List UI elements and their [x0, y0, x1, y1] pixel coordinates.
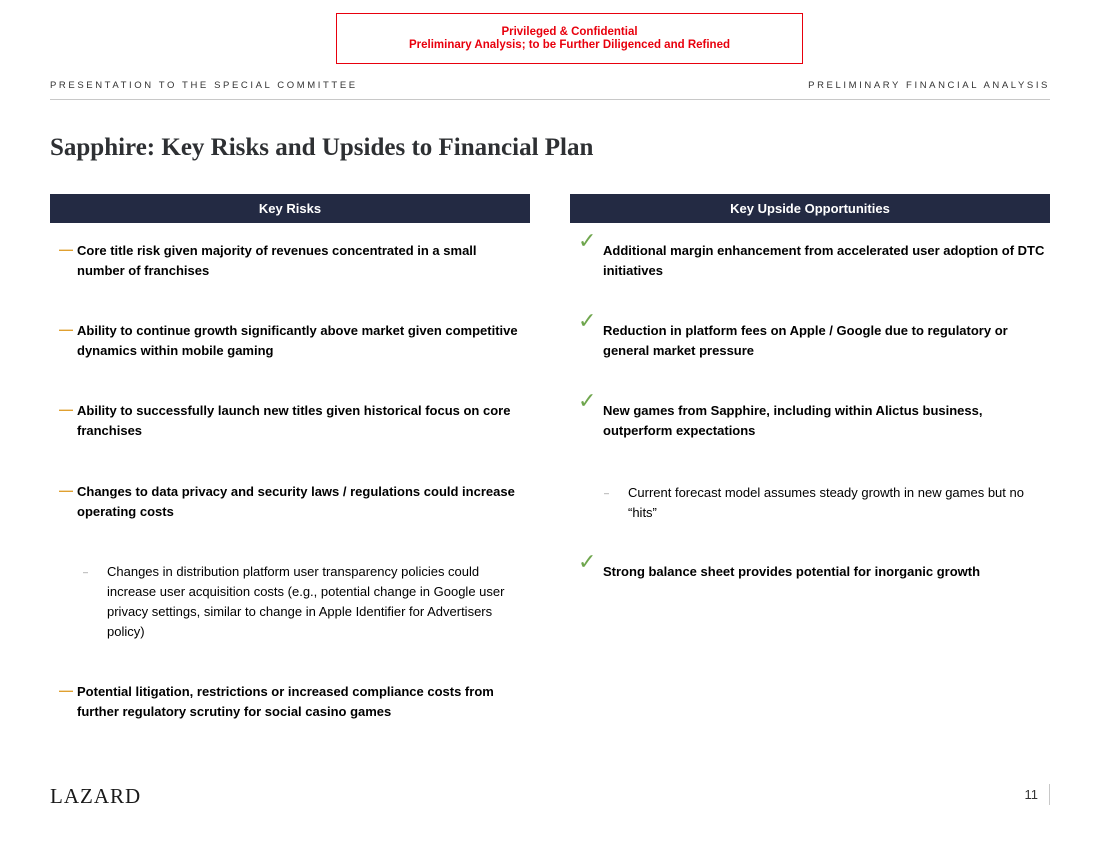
page-number: 11: [1024, 787, 1038, 802]
dash-icon: —: [59, 241, 73, 257]
risk-text: Ability to continue growth significantly above market given competitive dynamics within mobile gaming: [77, 323, 518, 358]
dash-icon: —: [59, 482, 73, 498]
risk-item: [59, 482, 527, 522]
upside-item: [578, 388, 1050, 441]
risk-text: Core title risk given majority of revenues concentrated in a small number of franchises: [77, 243, 477, 278]
header-divider: [50, 99, 1050, 100]
risk-text: Changes to data privacy and security laws / regulations could increase operating costs: [77, 484, 515, 519]
upsides-column-header: Key Upside Opportunities: [570, 194, 1050, 223]
risk-text: Potential litigation, restrictions or increased compliance costs from further regulatory scrutiny for social casino games: [77, 684, 494, 719]
upside-item: [578, 308, 1050, 361]
dash-icon: —: [59, 682, 73, 698]
check-icon: ✓: [578, 388, 597, 413]
header-presentation-label: PRESENTATION TO THE SPECIAL COMMITTEE: [50, 80, 358, 91]
risk-text: Ability to successfully launch new titles given historical focus on core franchises: [77, 403, 511, 438]
lazard-logo: LAZARD: [50, 784, 142, 808]
header-section-label: PRELIMINARY FINANCIAL ANALYSIS: [808, 80, 1050, 91]
risk-item: [59, 241, 527, 281]
en-dash-icon: –: [83, 567, 89, 577]
risk-subtext: Changes in distribution platform user transparency policies could increase user acquisition costs (e.g., potential change in Google user privacy settings, similar to change in Apple Identifier for Advertisers policy): [107, 564, 505, 639]
risks-column-header: Key Risks: [50, 194, 530, 223]
risk-item: [59, 401, 527, 441]
page-number-divider: [1049, 784, 1050, 805]
upside-text: Strong balance sheet provides potential for inorganic growth: [603, 564, 981, 579]
upside-text: Reduction in platform fees on Apple / Google due to regulatory or general market pressure: [603, 323, 1008, 358]
upside-item: [578, 228, 1050, 281]
upside-text: New games from Sapphire, including within Alictus business, outperform expectations: [603, 403, 983, 438]
confidentiality-line-1: Privileged & Confidential: [501, 26, 638, 38]
dash-icon: —: [59, 321, 73, 337]
risk-item: [59, 682, 527, 722]
en-dash-icon: –: [604, 488, 610, 498]
page-title: Sapphire: Key Risks and Upsides to Financial Plan: [50, 134, 594, 161]
dash-icon: —: [59, 401, 73, 417]
confidentiality-line-2: Preliminary Analysis; to be Further Diligenced and Refined: [408, 39, 730, 51]
confidentiality-notice: [336, 13, 803, 64]
risk-subitem: [83, 562, 517, 642]
check-icon: ✓: [578, 549, 597, 574]
upside-text: Additional margin enhancement from accelerated user adoption of DTC initiatives: [603, 243, 1045, 278]
check-icon: ✓: [578, 228, 597, 253]
upside-item: [578, 549, 1050, 582]
upside-subitem: [604, 483, 1038, 523]
check-icon: ✓: [578, 308, 597, 333]
risk-item: [59, 321, 527, 361]
upside-subtext: Current forecast model assumes steady growth in new games but no “hits”: [628, 485, 1024, 520]
